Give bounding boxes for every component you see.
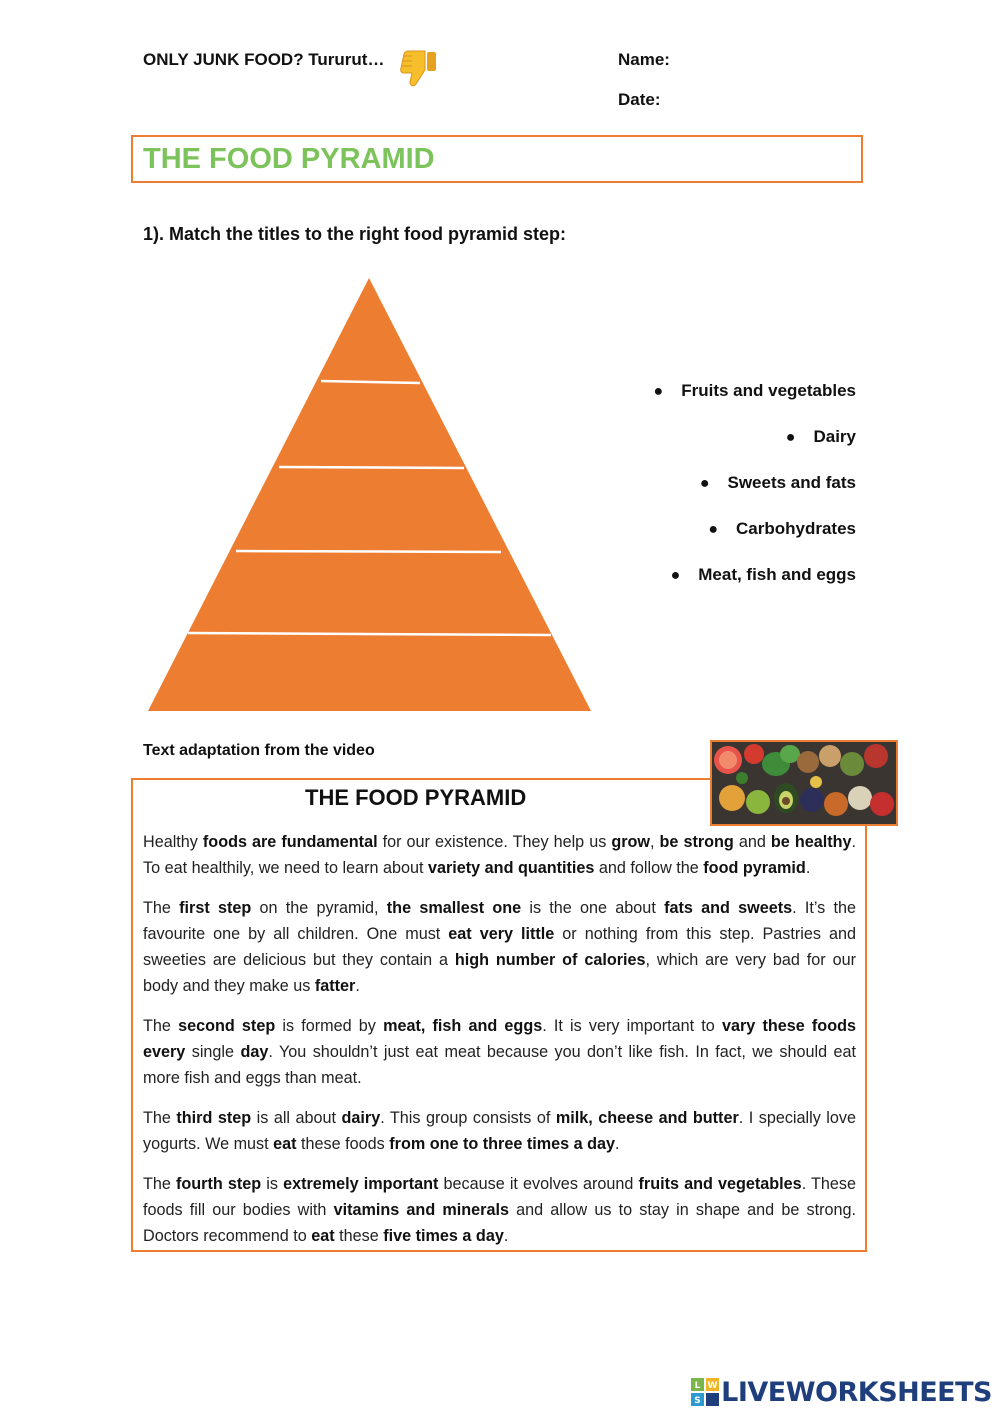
title-box	[131, 135, 863, 183]
logo-letter: S	[694, 1396, 701, 1406]
label-item[interactable]: ● Dairy	[785, 427, 856, 446]
pyramid-labels	[596, 378, 856, 608]
question-1: 1). Match the titles to the right food pyramid step:	[143, 224, 567, 244]
article-paragraph: The third step is all about dairy. This group consists of milk, cheese and butter. I specially love yogurts. We must eat these foods from one to three times a day.	[143, 1109, 856, 1153]
food-photo	[710, 740, 898, 826]
page-title: THE FOOD PYRAMID	[143, 143, 435, 175]
logo-letter: W	[707, 1381, 718, 1391]
brand-logo	[691, 1377, 992, 1407]
logo-letter: L	[694, 1381, 701, 1391]
article-paragraph: The fourth step is extremely important because it evolves around fruits and vegetables. These foods fill our bodies with vitamins and minerals and allow us to stay in shape and be strong. Doctors recommend to eat these five times a day.	[143, 1175, 856, 1245]
article-paragraph: Healthy foods are fundamental for our existence. They help us grow, be strong and be healthy. To eat healthily, we need to learn about variety and quantities and follow the food pyramid.	[143, 833, 856, 877]
article-paragraph: The second step is formed by meat, fish and eggs. It is very important to vary these foods every single day. You shouldn’t just eat meat because you don’t like fish. In fact, we should eat more fish and eggs than meat.	[143, 1017, 856, 1087]
label-item[interactable]: ● Sweets and fats	[699, 473, 856, 492]
label-item[interactable]: ● Meat, fish and eggs	[670, 565, 856, 584]
adaptation-label: Text adaptation from the video	[143, 742, 375, 759]
thumbs-down-icon	[398, 46, 440, 90]
food-pyramid[interactable]	[140, 270, 600, 720]
worksheet-header-title: ONLY JUNK FOOD? Tururut…	[143, 50, 385, 69]
article-paragraph: The first step on the pyramid, the smallest one is the one about fats and sweets. It’s the favourite one by all children. One must eat very little or nothing from this step. Pastries and sweeties are delicious but they contain a high number of calories, which are very bad for our body and they make us fatter.	[143, 899, 856, 995]
pyramid-shape	[148, 278, 591, 711]
article-title: THE FOOD PYRAMID	[305, 785, 527, 810]
brand-text: LIVEWORKSHEETS	[721, 1376, 992, 1408]
pyramid-step-line	[236, 551, 501, 552]
label-item[interactable]: ● Carbohydrates	[708, 519, 856, 538]
article-body	[143, 829, 856, 1263]
date-label: Date:	[618, 90, 661, 109]
liveworksheets-logo-icon	[691, 1378, 719, 1406]
pyramid-step-line	[279, 467, 464, 468]
label-item[interactable]: ● Fruits and vegetables	[653, 381, 856, 400]
name-label: Name:	[618, 50, 670, 69]
